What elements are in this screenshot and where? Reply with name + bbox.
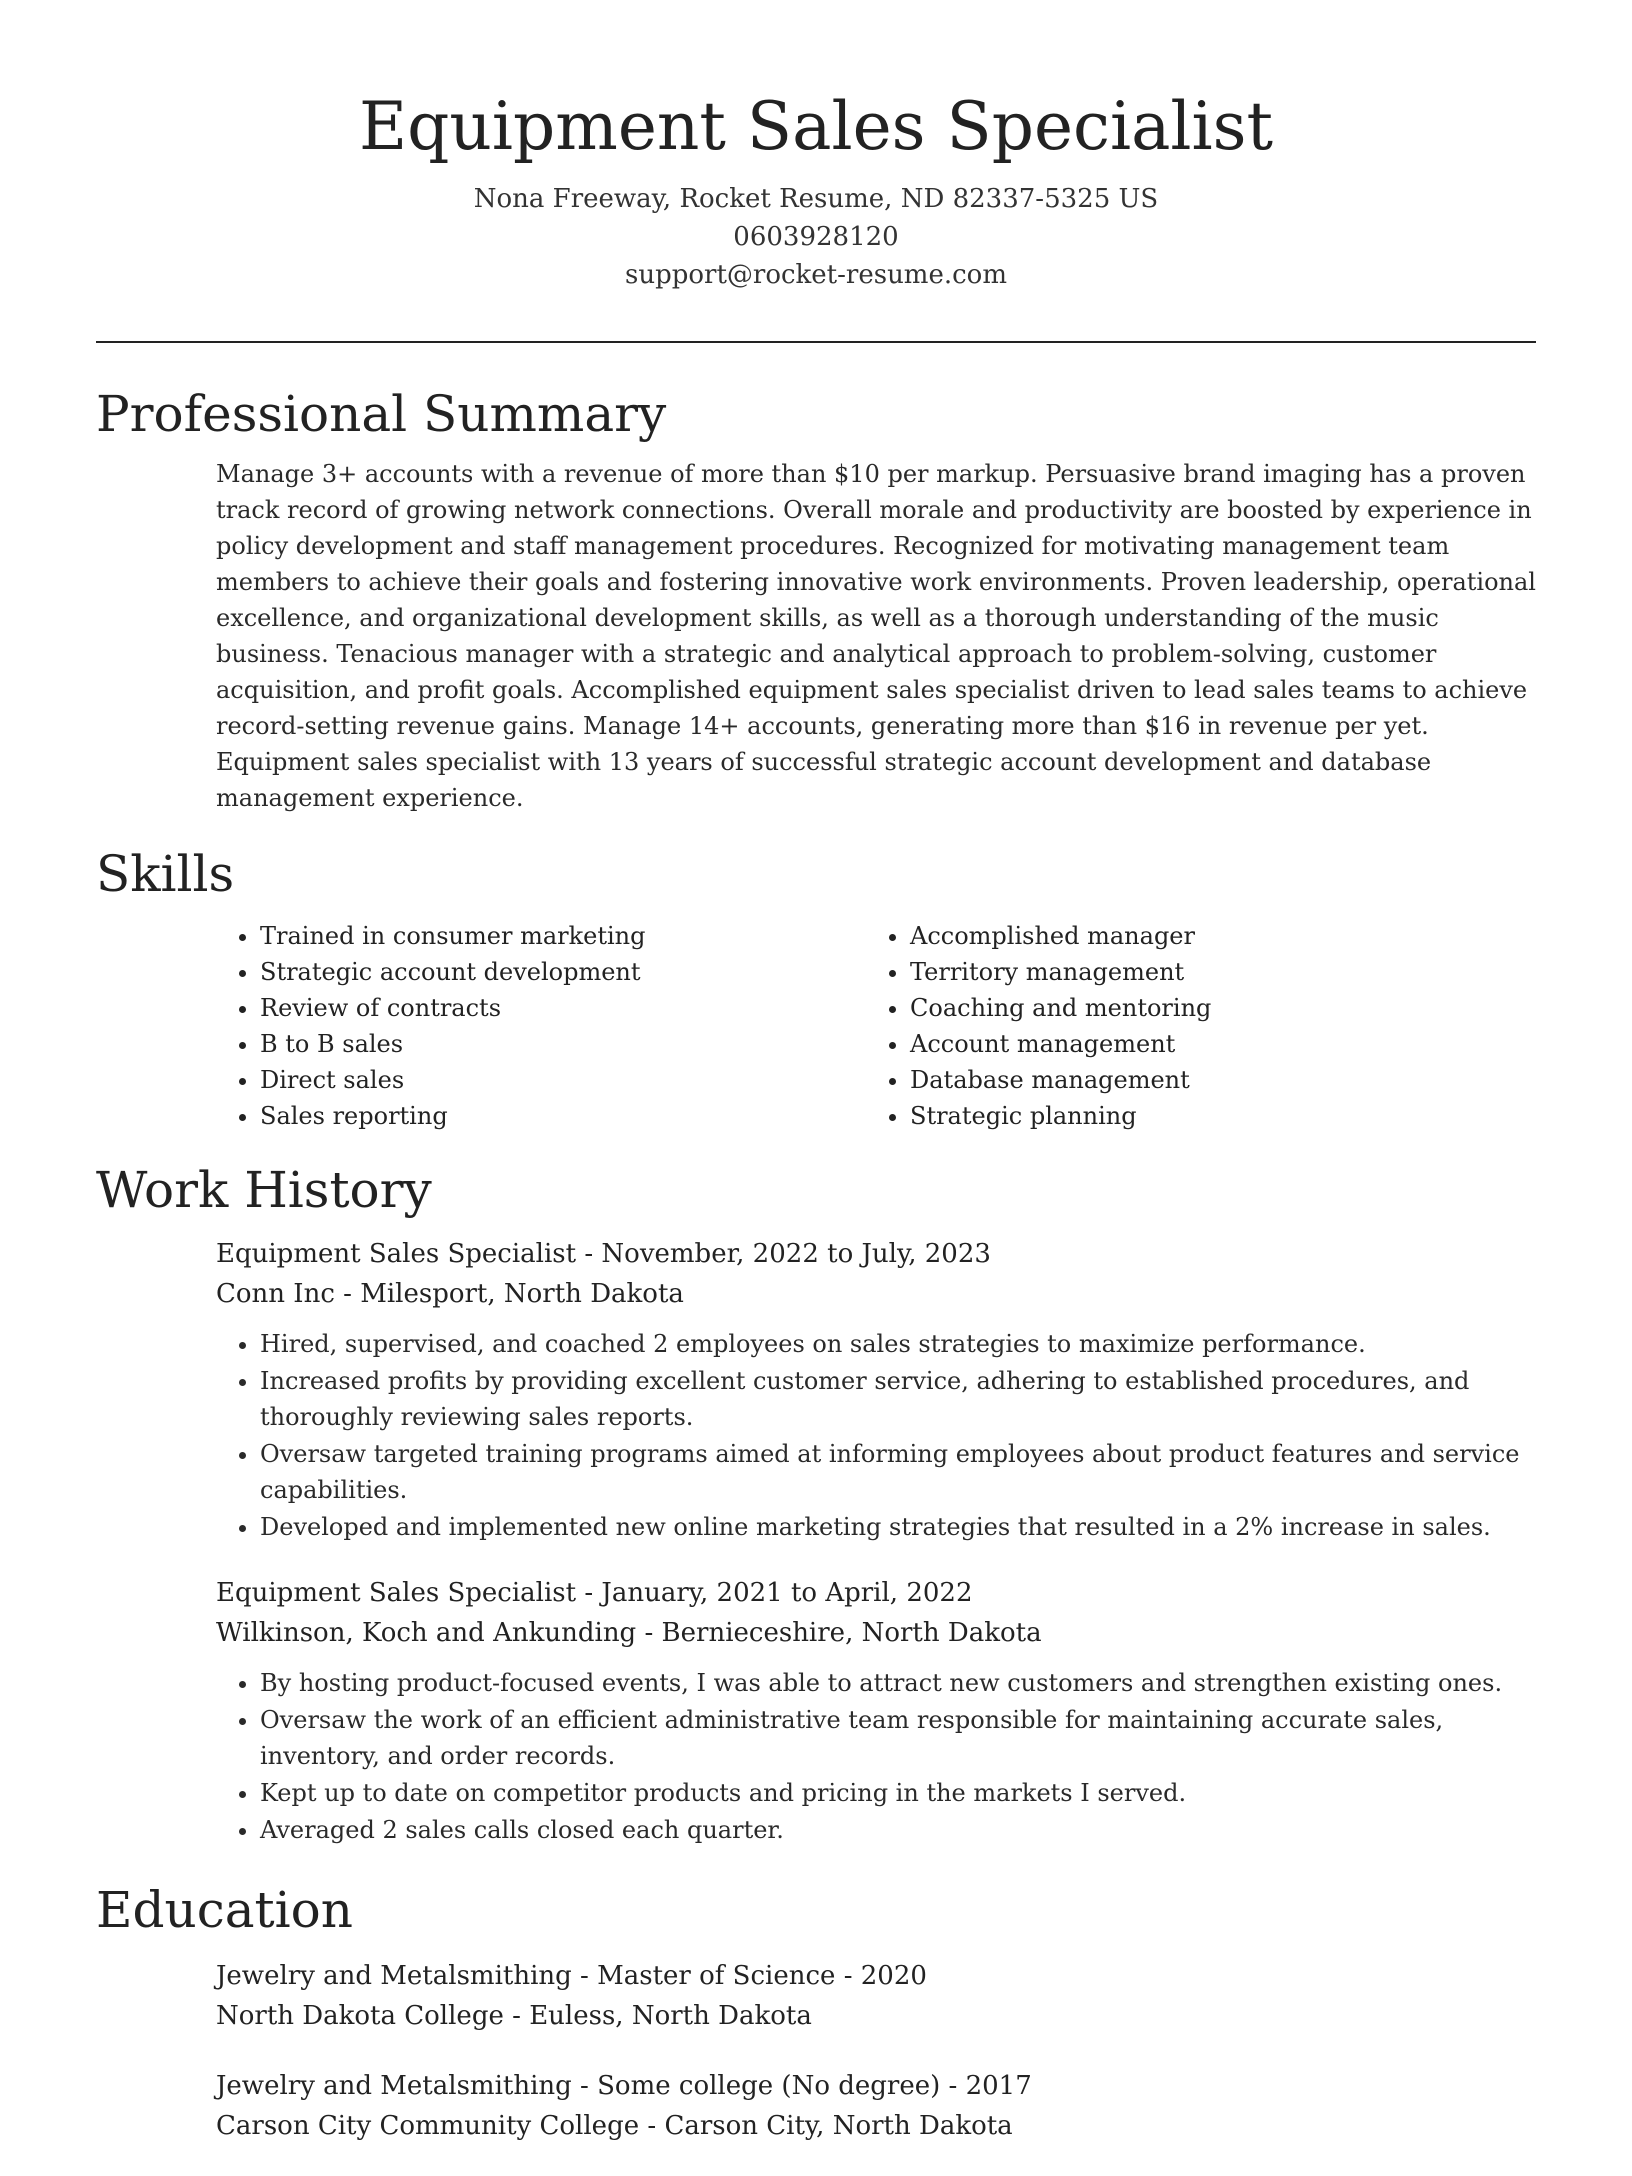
job-bullets	[216, 1665, 1536, 1848]
contact-email: support@rocket-resume.com	[624, 260, 1007, 290]
education-entry	[216, 2066, 1536, 2146]
job-title: Equipment Sales Specialist	[216, 1239, 577, 1269]
job-dates: January, 2021 to April, 2022	[601, 1578, 973, 1608]
job-company-line: Wilkinson, Koch and Ankunding - Bernieceshire, North Dakota	[216, 1618, 1042, 1648]
education-field: Jewelry and Metalsmithing	[216, 2071, 572, 2101]
job-bullet: • Oversaw targeted training programs aimed at informing employees about product features and service capabilities.	[260, 1436, 1536, 1508]
summary-text: Manage 3+ accounts with a revenue of more than $10 per markup. Persuasive brand imaging has a proven track record of growing network connections. Overall morale and productivity are boosted by experience in policy development and staff management procedures. Recognized for motivating management team members to achieve their goals and fostering innovative work environments. Proven leadership, operational excellence, and organizational development skills, as well as a thorough understanding of the music business. Tenacious manager with a strategic and analytical approach to problem-solving, customer acquisition, and profit goals. Accomplished equipment sales specialist driven to lead sales teams to achieve record-setting revenue gains. Manage 14+ accounts, generating more than $16 in revenue per yet. Equipment sales specialist with 13 years of successful strategic account development and database management experience.	[216, 460, 1536, 812]
skill-item: • B to B sales	[260, 1026, 866, 1062]
skill-item: • Accomplished manager	[910, 918, 1211, 954]
education-school: Carson City Community College	[216, 2111, 640, 2141]
job-entry	[216, 1234, 1536, 1545]
contact-address: Nona Freeway, Rocket Resume, ND 82337-5325 US	[473, 184, 1159, 214]
education-location: Euless, North Dakota	[529, 2001, 812, 2031]
contact-block	[0, 180, 1632, 294]
job-company: Conn Inc	[216, 1279, 335, 1309]
job-bullet: • By hosting product-focused events, I was able to attract new customers and strengthen existing ones.	[260, 1665, 1536, 1701]
job-bullet: • Developed and implemented new online marketing strategies that resulted in a 2% increase in sales.	[260, 1509, 1536, 1545]
skill-item: • Strategic planning	[910, 1098, 1211, 1134]
job-dates: November, 2022 to July, 2023	[601, 1239, 991, 1269]
job-company: Wilkinson, Koch and Ankunding	[216, 1618, 637, 1648]
education-year: 2017	[965, 2071, 1032, 2101]
education-school: North Dakota College	[216, 2001, 504, 2031]
job-bullet: • Oversaw the work of an efficient administrative team responsible for maintaining accurate sales, inventory, and order records.	[260, 1702, 1536, 1774]
job-bullet: • Hired, supervised, and coached 2 employees on sales strategies to maximize performance.	[260, 1326, 1536, 1362]
job-entry	[216, 1573, 1536, 1848]
job-title: Equipment Sales Specialist	[216, 1578, 577, 1608]
job-bullet: • Averaged 2 sales calls closed each quarter.	[260, 1812, 1536, 1848]
job-title-line: Equipment Sales Specialist - November, 2022 to July, 2023	[216, 1239, 991, 1269]
education-degree: Master of Science	[597, 1961, 836, 1991]
education-field: Jewelry and Metalsmithing	[216, 1961, 572, 1991]
skills-column-left	[216, 918, 866, 1134]
skill-item: • Review of contracts	[260, 990, 866, 1026]
skill-item: • Coaching and mentoring	[910, 990, 1211, 1026]
job-bullets	[216, 1326, 1536, 1545]
skill-item: • Direct sales	[260, 1062, 866, 1098]
education-heading: Education	[96, 1881, 353, 1939]
skill-item: • Territory management	[910, 954, 1211, 990]
job-location: Milesport, North Dakota	[360, 1279, 684, 1309]
education-degree: Some college (No degree)	[597, 2071, 941, 2101]
job-bullet: • Kept up to date on competitor products and pricing in the markets I served.	[260, 1775, 1536, 1811]
education-school-line: Carson City Community College - Carson City, North Dakota	[216, 2111, 1013, 2141]
job-location: Bernieceshire, North Dakota	[661, 1618, 1042, 1648]
education-school-line: North Dakota College - Euless, North Dakota	[216, 2001, 812, 2031]
skills-column-right	[866, 918, 1211, 1134]
skills-heading: Skills	[96, 845, 235, 903]
resume-header	[0, 0, 1632, 294]
skill-item: • Account management	[910, 1026, 1211, 1062]
job-bullet: • Increased profits by providing excellent customer service, adhering to established procedures, and thoroughly reviewing sales reports.	[260, 1363, 1536, 1435]
job-company-line: Conn Inc - Milesport, North Dakota	[216, 1279, 684, 1309]
header-divider	[96, 341, 1536, 343]
education-degree-line: Jewelry and Metalsmithing - Some college (No degree) - 2017	[216, 2071, 1032, 2101]
resume-title: Equipment Sales Specialist	[358, 88, 1274, 165]
contact-phone: 0603928120	[733, 222, 899, 252]
education-entry	[216, 1956, 1536, 2036]
skill-item: • Trained in consumer marketing	[260, 918, 866, 954]
skill-item: • Strategic account development	[260, 954, 866, 990]
education-degree-line: Jewelry and Metalsmithing - Master of Science - 2020	[216, 1961, 927, 1991]
education-location: Carson City, North Dakota	[664, 2111, 1013, 2141]
summary-heading: Professional Summary	[96, 385, 667, 443]
job-title-line: Equipment Sales Specialist - January, 2021 to April, 2022	[216, 1578, 973, 1608]
education-year: 2020	[860, 1961, 927, 1991]
work-history-heading: Work History	[96, 1161, 432, 1219]
skill-item: • Database management	[910, 1062, 1211, 1098]
skills-list	[216, 918, 1536, 1134]
resume-content	[96, 380, 1536, 2176]
skill-item: • Sales reporting	[260, 1098, 866, 1134]
